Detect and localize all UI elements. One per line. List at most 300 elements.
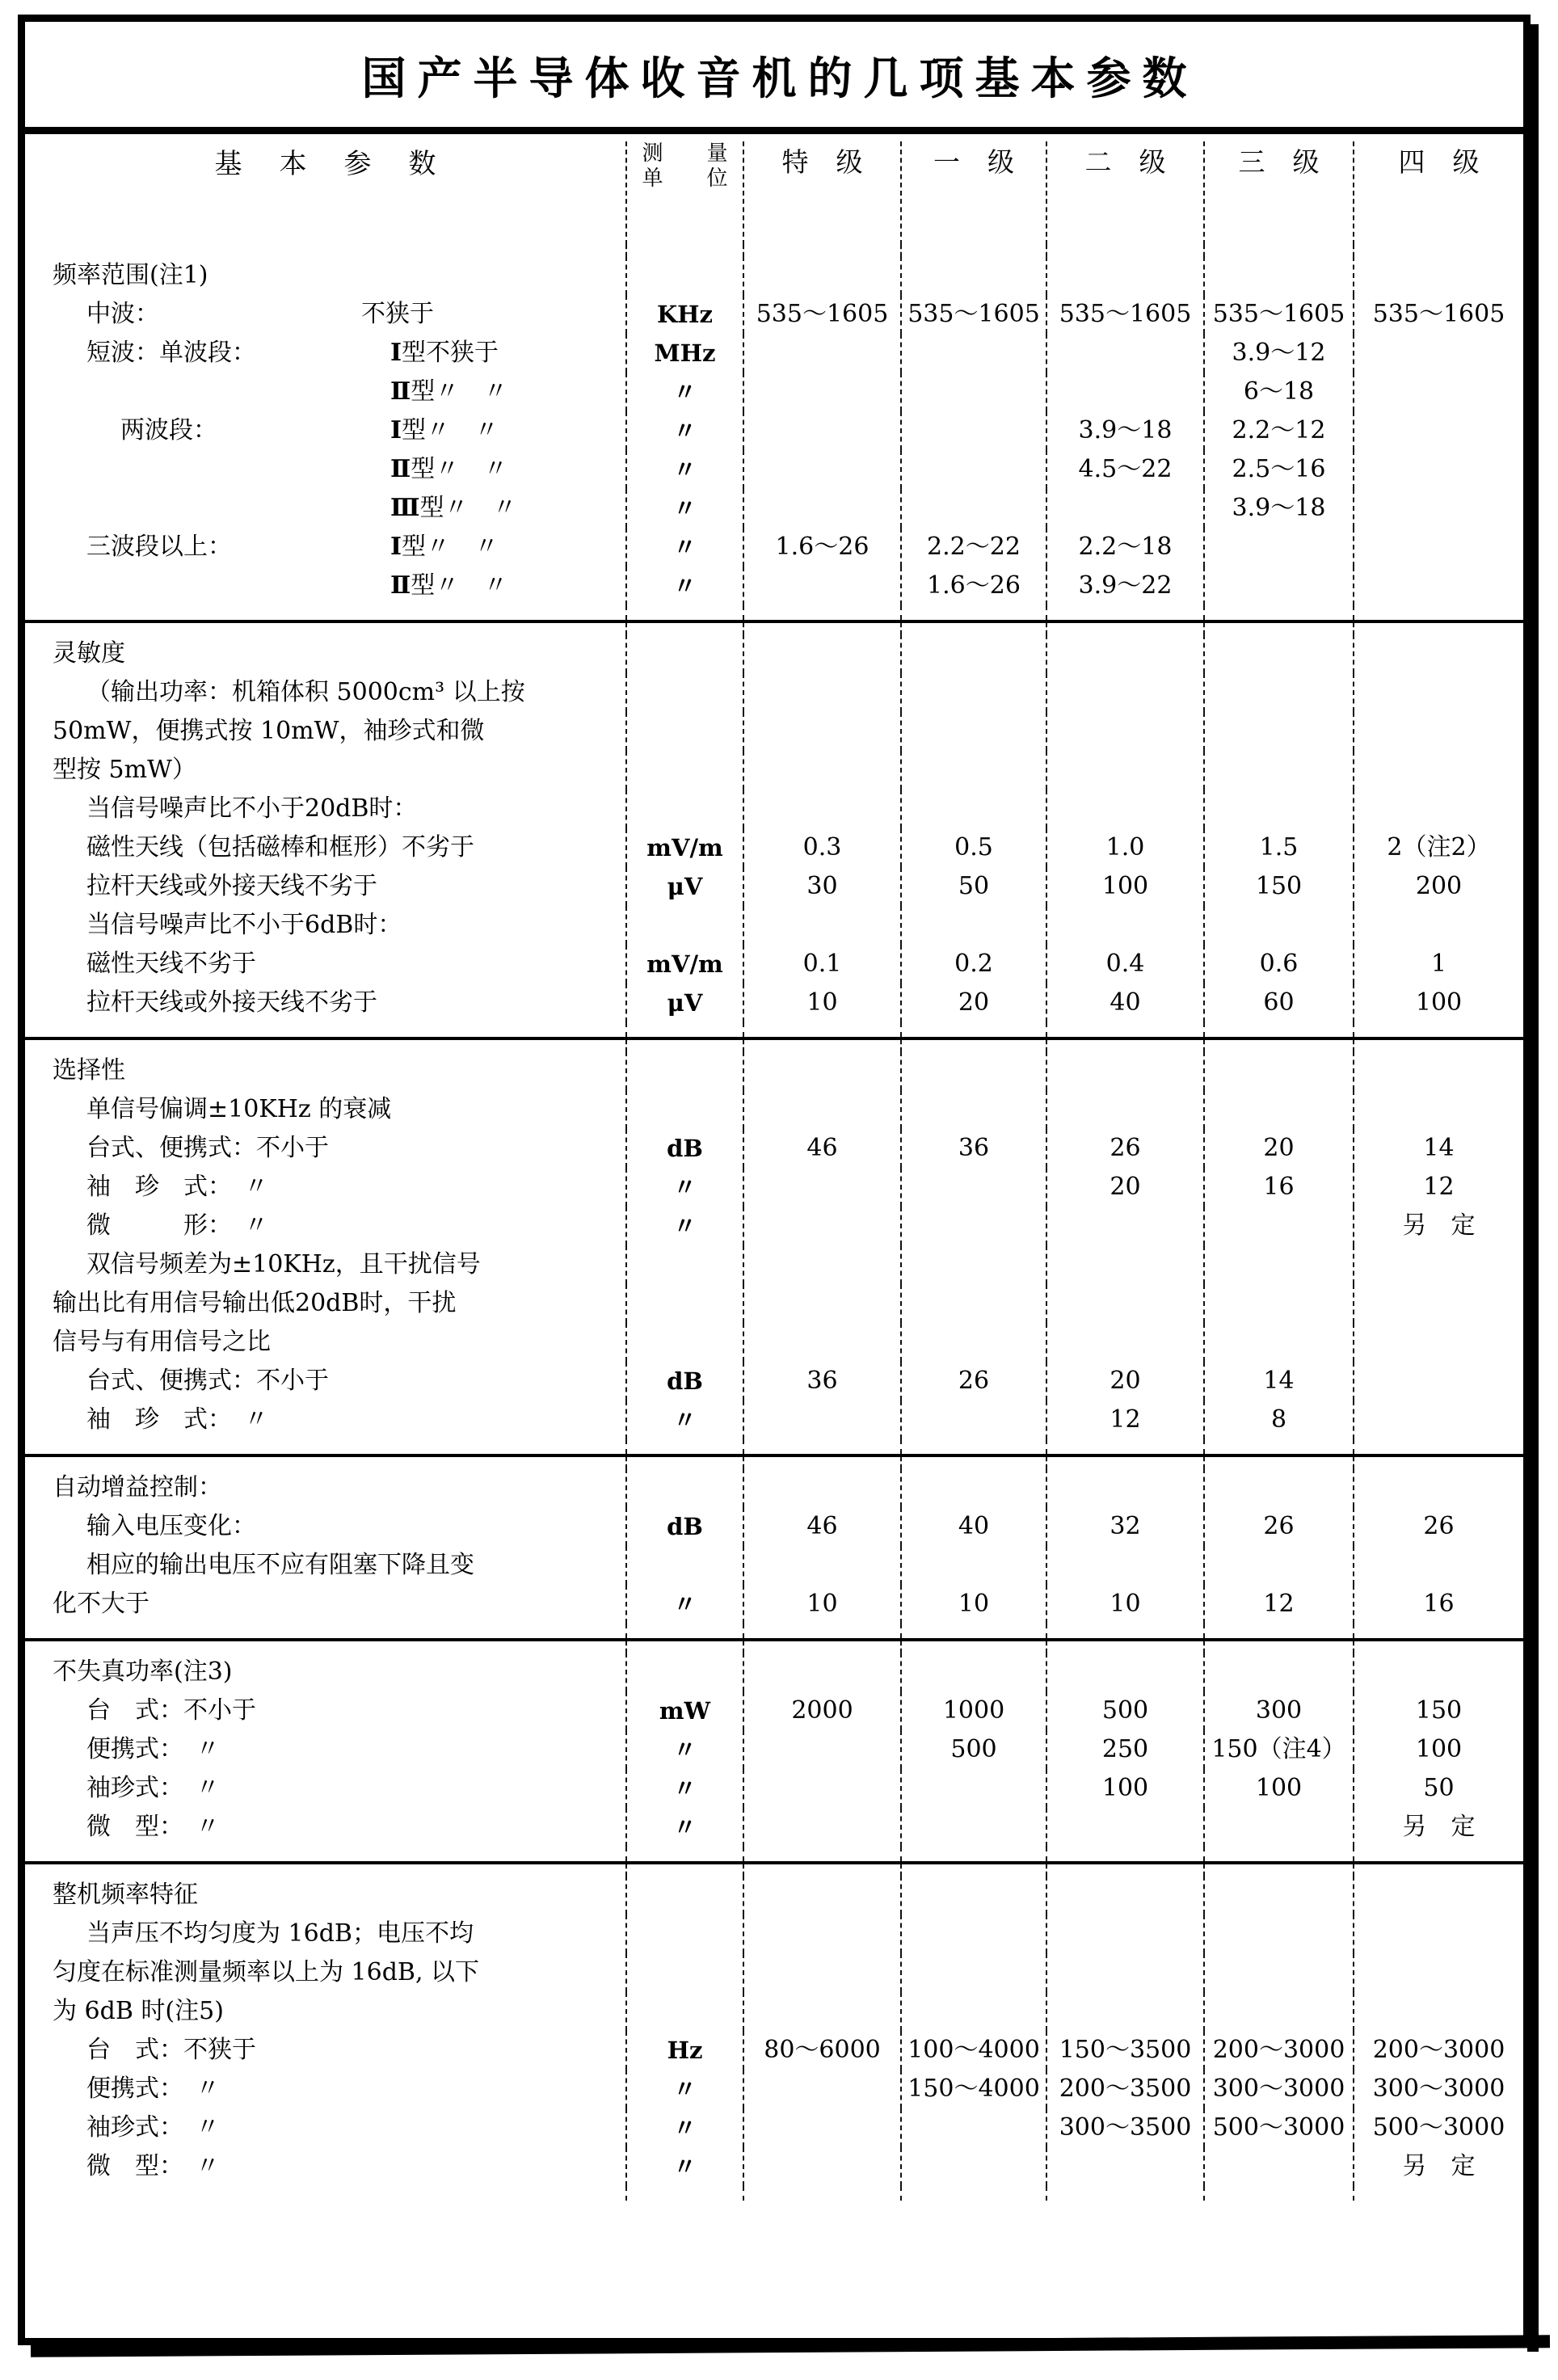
section-note-pad-cell (743, 1915, 901, 1953)
row-label: 袖珍式： 〃 (86, 1774, 220, 1802)
row-value-grade-5 (1354, 1401, 1523, 1439)
row-label-suffix: 型〃 〃 (411, 455, 508, 483)
row-label-cell (25, 1362, 626, 1401)
row-value-grade-2: 0.2 (901, 945, 1046, 984)
spacer-cell (743, 1038, 901, 1051)
table-row (25, 1546, 1523, 1585)
section-note-text: 50mW，便携式按 10mW，袖珍式和微 (53, 717, 485, 745)
row-value-grade-1 (743, 2070, 901, 2108)
row-label: 输出比有用信号输出低20dB时，干扰 (53, 1289, 457, 1317)
row-label: 便携式： 〃 (86, 2075, 220, 2103)
row-label-wrap (25, 1134, 329, 1162)
row-value-grade-4: 26 (1204, 1507, 1354, 1546)
row-value-grade-1 (743, 2108, 901, 2147)
row-value-grade-1: 30 (743, 867, 901, 906)
row-unit-cell: 〃 (626, 411, 743, 450)
row-unit-cell: 〃 (626, 567, 743, 605)
row-label-wrap (25, 1696, 256, 1725)
row-value-grade-5: 16 (1354, 1585, 1523, 1624)
section-title-unit-cell (626, 1876, 743, 1915)
row-value-grade-3 (1046, 373, 1204, 411)
row-value-grade-1 (743, 373, 901, 411)
spacer-cell (25, 1640, 626, 1653)
row-label-suffix: 型〃 〃 (402, 533, 499, 561)
row-label: 袖 珍 式： 〃 (86, 1405, 268, 1434)
row-label: 磁性天线（包括磁棒和框形）不劣于 (86, 833, 474, 861)
spacer-cell (901, 1847, 1046, 1861)
table-row (25, 1090, 1523, 1129)
row-label-wrap (25, 533, 499, 561)
row-label: 拉杆天线或外接天线不劣于 (86, 988, 377, 1017)
header-grade-2: 一级 (901, 141, 1046, 245)
section-note-text: 型按 5mW） (53, 756, 196, 784)
row-label: 中波： (86, 300, 159, 328)
section-note-row (25, 1953, 1523, 1992)
spacer-cell (25, 1038, 626, 1051)
spacer-cell (626, 1847, 743, 1861)
row-value-grade-3 (1046, 1808, 1204, 1847)
row-value-grade-4 (1204, 1808, 1354, 1847)
row-value-grade-2: 0.5 (901, 828, 1046, 867)
row-label: 微 型： 〃 (86, 2152, 220, 2180)
row-value-grade-3: 4.5～22 (1046, 450, 1204, 489)
row-label-wrap (25, 455, 507, 483)
section-top-pad (25, 1640, 1523, 1653)
section-note-cell (25, 1915, 626, 1953)
spacer-cell (901, 621, 1046, 634)
spacer-cell (25, 1439, 626, 1454)
spacer-cell (1046, 1455, 1204, 1468)
row-label: 化不大于 (53, 1590, 149, 1618)
row-label-cell (25, 945, 626, 984)
row-value-grade-4 (1204, 1284, 1354, 1323)
row-value-grade-2 (901, 2108, 1046, 2147)
row-value-grade-4: 12 (1204, 1585, 1354, 1624)
table-row (25, 867, 1523, 906)
spacer-cell (1046, 605, 1204, 620)
row-value-grade-4 (1204, 906, 1354, 945)
section-note-pad-cell (1046, 1953, 1204, 1992)
row-label: 两波段： (120, 416, 217, 444)
row-label-wrap (25, 1367, 329, 1395)
section-title-cell (25, 1468, 626, 1507)
section-title-cell (25, 256, 626, 295)
row-unit-cell: MHz (626, 334, 743, 373)
spacer-cell (1354, 1863, 1523, 1876)
spacer-cell (1204, 1640, 1354, 1653)
section-note-pad-cell (743, 1953, 901, 1992)
row-value-grade-2: 150～4000 (901, 2070, 1046, 2108)
spacer-cell (1354, 1624, 1523, 1638)
spacer-cell (1046, 1640, 1204, 1653)
row-label-wrap (25, 339, 499, 367)
section-note-pad-cell (1046, 1915, 1204, 1953)
row-label-wrap (25, 1735, 220, 1763)
row-value-grade-4: 200～3000 (1204, 2031, 1354, 2070)
row-value-grade-3: 12 (1046, 1401, 1204, 1439)
section-title-value-cell (1204, 1876, 1354, 1915)
section-note-pad-cell (626, 712, 743, 751)
row-label-wrap (25, 377, 507, 406)
row-label-cell (25, 906, 626, 945)
row-value-grade-3: 0.4 (1046, 945, 1204, 984)
row-value-grade-1 (743, 1168, 901, 1207)
section-note-pad-cell (1354, 751, 1523, 790)
section-title-value-cell (1354, 634, 1523, 673)
spacer-cell (1354, 1022, 1523, 1037)
section-note-pad-cell (1204, 712, 1354, 751)
row-label-suffix: 型不狭于 (402, 339, 499, 367)
spacer-cell (25, 1022, 626, 1037)
row-label-wrap (25, 1512, 256, 1540)
table-row (25, 1507, 1523, 1546)
table-row (25, 1730, 1523, 1769)
row-value-grade-2 (901, 1769, 1046, 1808)
row-value-grade-2 (901, 1245, 1046, 1284)
row-unit-cell (626, 1284, 743, 1323)
row-value-grade-3: 26 (1046, 1129, 1204, 1168)
spacer-cell (901, 605, 1046, 620)
spacer-cell (901, 1022, 1046, 1037)
row-label-cell (25, 828, 626, 867)
row-value-grade-5: 26 (1354, 1507, 1523, 1546)
row-value-grade-3: 40 (1046, 984, 1204, 1022)
section-note-cell (25, 673, 626, 712)
row-value-grade-3 (1046, 2147, 1204, 2186)
row-unit-cell: 〃 (626, 1207, 743, 1245)
section-note-pad-cell (901, 751, 1046, 790)
page-title: 国产半导体收音机的几项基本参数 (361, 51, 1198, 104)
section-title: 频率范围(注1) (53, 261, 208, 289)
row-value-grade-1 (743, 1730, 901, 1769)
section-bottom-pad (25, 2186, 1523, 2201)
section-title-unit-cell (626, 1051, 743, 1090)
section-note-pad-cell (626, 1992, 743, 2031)
spacer-cell (743, 621, 901, 634)
spacer-cell (1046, 621, 1204, 634)
row-label-cell (25, 1284, 626, 1323)
spacer-cell (743, 245, 901, 256)
row-unit-cell: 〃 (626, 373, 743, 411)
row-value-grade-5 (1354, 489, 1523, 528)
section-note-pad-cell (743, 673, 901, 712)
section-note-cell (25, 751, 626, 790)
row-value-grade-5: 535～1605 (1354, 295, 1523, 334)
header-grade-5: 四级 (1354, 141, 1523, 245)
row-value-grade-2: 20 (901, 984, 1046, 1022)
row-value-grade-1: 0.3 (743, 828, 901, 867)
table-row (25, 1808, 1523, 1847)
row-roman-numeral: Ⅱ (390, 377, 411, 406)
header-parameter: 基本参数 (214, 148, 474, 180)
spacer-cell (1204, 1439, 1354, 1454)
row-value-grade-5: 2（注2） (1354, 828, 1523, 867)
section-bottom-pad (25, 605, 1523, 620)
spacer-cell (1204, 1022, 1354, 1037)
row-value-grade-4 (1204, 528, 1354, 567)
row-label: 拉杆天线或外接天线不劣于 (86, 872, 377, 900)
spacer-cell (901, 1863, 1046, 1876)
row-label-wrap (25, 1095, 391, 1123)
row-label-cell (25, 1168, 626, 1207)
spacer-cell (1046, 2186, 1204, 2201)
row-roman-numeral: Ⅱ (390, 455, 411, 483)
row-label-cell (25, 1808, 626, 1847)
header-unit-line2: 单 位 (642, 166, 739, 191)
row-unit-cell: 〃 (626, 1401, 743, 1439)
row-value-grade-3: 100 (1046, 1769, 1204, 1808)
row-label-wrap (25, 833, 474, 861)
spacer-cell (743, 1455, 901, 1468)
row-value-grade-1 (743, 1769, 901, 1808)
section-note-row (25, 1992, 1523, 2031)
row-value-grade-3: 2.2～18 (1046, 528, 1204, 567)
spacer-cell (901, 2186, 1046, 2201)
row-value-grade-3: 100 (1046, 867, 1204, 906)
row-value-grade-2 (901, 1090, 1046, 1129)
row-label-wrap (25, 300, 434, 328)
row-value-grade-3 (1046, 1323, 1204, 1362)
row-label: 袖 珍 式： 〃 (86, 1173, 268, 1201)
row-value-grade-2 (901, 373, 1046, 411)
row-label-cell (25, 1207, 626, 1245)
spacer-cell (626, 1038, 743, 1051)
spacer-cell (1046, 1624, 1204, 1638)
row-unit-cell: 〃 (626, 2108, 743, 2147)
section-top-pad (25, 245, 1523, 256)
row-value-grade-4: 2.2～12 (1204, 411, 1354, 450)
table-row (25, 489, 1523, 528)
row-unit-cell: dB (626, 1507, 743, 1546)
spacer-cell (626, 621, 743, 634)
section-note-pad-cell (901, 673, 1046, 712)
row-value-grade-5 (1354, 1090, 1523, 1129)
section-title-value-cell (1354, 1653, 1523, 1691)
row-value-grade-1 (743, 334, 901, 373)
spacer-cell (1204, 1863, 1354, 1876)
section-title-row-frequency-range (25, 256, 1523, 295)
row-value-grade-3 (1046, 1207, 1204, 1245)
row-label-wrap (25, 1289, 456, 1317)
section-title-unit-cell (626, 1653, 743, 1691)
row-value-grade-3: 300～3500 (1046, 2108, 1204, 2147)
row-value-grade-2 (901, 1207, 1046, 1245)
section-note-cell (25, 1953, 626, 1992)
spacer-cell (626, 1439, 743, 1454)
row-value-grade-1 (743, 567, 901, 605)
row-label: 便携式： 〃 (86, 1735, 220, 1763)
spacer-cell (25, 1455, 626, 1468)
row-value-grade-3: 3.9～18 (1046, 411, 1204, 450)
row-value-grade-4: 2.5～16 (1204, 450, 1354, 489)
section-title-value-cell (1204, 1051, 1354, 1090)
spacer-cell (1354, 621, 1523, 634)
row-value-grade-3 (1046, 906, 1204, 945)
row-value-grade-4: 3.9～12 (1204, 334, 1354, 373)
row-value-grade-4: 0.6 (1204, 945, 1354, 984)
row-value-grade-4: 3.9～18 (1204, 489, 1354, 528)
row-label-wrap (25, 2036, 256, 2064)
row-unit-cell: KHz (626, 295, 743, 334)
table-row (25, 2108, 1523, 2147)
row-label: 台 式：不小于 (86, 1696, 256, 1725)
row-unit-cell (626, 1323, 743, 1362)
row-value-grade-4: 6～18 (1204, 373, 1354, 411)
row-label-wrap (25, 1250, 481, 1278)
spacer-cell (1354, 245, 1523, 256)
row-label: 相应的输出电压不应有阻塞下降且变 (86, 1551, 474, 1579)
section-title-cell (25, 1876, 626, 1915)
spacer-cell (626, 605, 743, 620)
spacer-cell (1354, 1038, 1523, 1051)
row-value-grade-1 (743, 1207, 901, 1245)
row-label-wrap (25, 1405, 268, 1434)
spacer-cell (901, 1455, 1046, 1468)
row-unit-cell: 〃 (626, 1730, 743, 1769)
row-value-grade-3: 10 (1046, 1585, 1204, 1624)
row-value-grade-1 (743, 1090, 901, 1129)
row-label: 微 型： 〃 (86, 1813, 220, 1841)
row-label-cell (25, 1546, 626, 1585)
row-label-wrap (25, 1173, 268, 1201)
spacer-cell (25, 2186, 626, 2201)
row-value-grade-2: 500 (901, 1730, 1046, 1769)
row-label-cell (25, 2108, 626, 2147)
section-note-pad-cell (1046, 712, 1204, 751)
section-title-value-cell (1204, 256, 1354, 295)
section-bottom-pad (25, 1439, 1523, 1454)
section-note-cell (25, 1992, 626, 2031)
table-row (25, 828, 1523, 867)
row-label: 当信号噪声比不小于6dB时： (86, 911, 402, 939)
section-top-pad (25, 1038, 1523, 1051)
row-value-grade-1 (743, 1546, 901, 1585)
row-value-grade-5: 另 定 (1354, 1207, 1523, 1245)
section-title-row-sensitivity (25, 634, 1523, 673)
row-unit-cell (626, 790, 743, 828)
spacer-cell (901, 245, 1046, 256)
section-title-cell (25, 1653, 626, 1691)
section-title-value-cell (1204, 1468, 1354, 1507)
row-label-cell (25, 984, 626, 1022)
row-value-grade-2 (901, 1168, 1046, 1207)
spacer-cell (901, 1439, 1046, 1454)
section-title-value-cell (1204, 1653, 1354, 1691)
section-title-value-cell (901, 1468, 1046, 1507)
spacer-cell (626, 1624, 743, 1638)
row-label-wrap (25, 1211, 268, 1240)
section-title-value-cell (1046, 634, 1204, 673)
row-value-grade-1 (743, 411, 901, 450)
spacer-cell (1354, 1455, 1523, 1468)
table-row (25, 1401, 1523, 1439)
row-value-grade-4 (1204, 2147, 1354, 2186)
spacer-cell (1046, 1847, 1204, 1861)
section-note-pad-cell (901, 1992, 1046, 2031)
section-top-pad (25, 621, 1523, 634)
spacer-cell (1046, 1022, 1204, 1037)
row-unit-cell: 〃 (626, 528, 743, 567)
row-unit-cell: 〃 (626, 1808, 743, 1847)
row-label: 台 式：不狭于 (86, 2036, 256, 2064)
row-label: 输入电压变化： (86, 1512, 256, 1540)
spacer-cell (1354, 1640, 1523, 1653)
section-title-row-selectivity (25, 1051, 1523, 1090)
spacer-cell (1204, 621, 1354, 634)
row-unit-cell (626, 1245, 743, 1284)
row-value-grade-5 (1354, 906, 1523, 945)
row-label-wrap (25, 794, 417, 823)
section-title-row-undistorted-power (25, 1653, 1523, 1691)
table-row (25, 334, 1523, 373)
section-note-row (25, 1915, 1523, 1953)
row-value-grade-5: 12 (1354, 1168, 1523, 1207)
row-label-suffix: 型〃 〃 (419, 494, 517, 522)
row-label: 微 形： 〃 (86, 1211, 268, 1240)
row-unit-cell: dB (626, 1362, 743, 1401)
row-label-wrap (25, 416, 499, 444)
title-band (25, 22, 1523, 134)
header-unit (626, 141, 743, 245)
row-unit-cell: 〃 (626, 489, 743, 528)
spacer-cell (1204, 245, 1354, 256)
section-title-cell (25, 1051, 626, 1090)
row-label-cell (25, 1585, 626, 1624)
section-note-pad-cell (1046, 673, 1204, 712)
spacer-cell (1046, 1038, 1204, 1051)
row-value-grade-2 (901, 2147, 1046, 2186)
row-label-suffix: 型〃 〃 (411, 571, 508, 600)
row-label-cell (25, 489, 626, 528)
row-label-cell (25, 2147, 626, 2186)
row-label-cell (25, 867, 626, 906)
row-value-grade-2 (901, 1323, 1046, 1362)
section-note-row (25, 673, 1523, 712)
section-note-pad-cell (901, 1915, 1046, 1953)
spacer-cell (25, 1847, 626, 1861)
section-title-value-cell (901, 1051, 1046, 1090)
spacer-cell (1046, 1439, 1204, 1454)
row-label: 信号与有用信号之比 (53, 1328, 271, 1356)
spacer-cell (901, 1038, 1046, 1051)
row-value-grade-2 (901, 1546, 1046, 1585)
row-value-grade-4: 14 (1204, 1362, 1354, 1401)
table-header-row (25, 141, 1523, 245)
row-value-grade-5: 200 (1354, 867, 1523, 906)
table-row (25, 1207, 1523, 1245)
row-value-grade-2: 1.6～26 (901, 567, 1046, 605)
row-value-grade-2: 26 (901, 1362, 1046, 1401)
row-value-grade-1 (743, 489, 901, 528)
row-label: 双信号频差为±10KHz，且干扰信号 (86, 1250, 481, 1278)
spacer-cell (743, 1640, 901, 1653)
parameters-table (25, 141, 1523, 2201)
table-row (25, 1323, 1523, 1362)
section-note-text: 为 6dB 时(注5) (53, 1997, 224, 2025)
section-note-pad-cell (1354, 712, 1523, 751)
section-title-cell (25, 634, 626, 673)
row-value-grade-2: 100～4000 (901, 2031, 1046, 2070)
row-value-grade-1 (743, 790, 901, 828)
section-title-value-cell (743, 1468, 901, 1507)
row-label: 台式、便携式：不小于 (86, 1134, 329, 1162)
section-bottom-pad (25, 1624, 1523, 1638)
section-bottom-pad (25, 1022, 1523, 1037)
row-value-grade-2 (901, 411, 1046, 450)
section-note-pad-cell (1354, 1953, 1523, 1992)
row-value-grade-1: 80～6000 (743, 2031, 901, 2070)
row-label-cell (25, 450, 626, 489)
